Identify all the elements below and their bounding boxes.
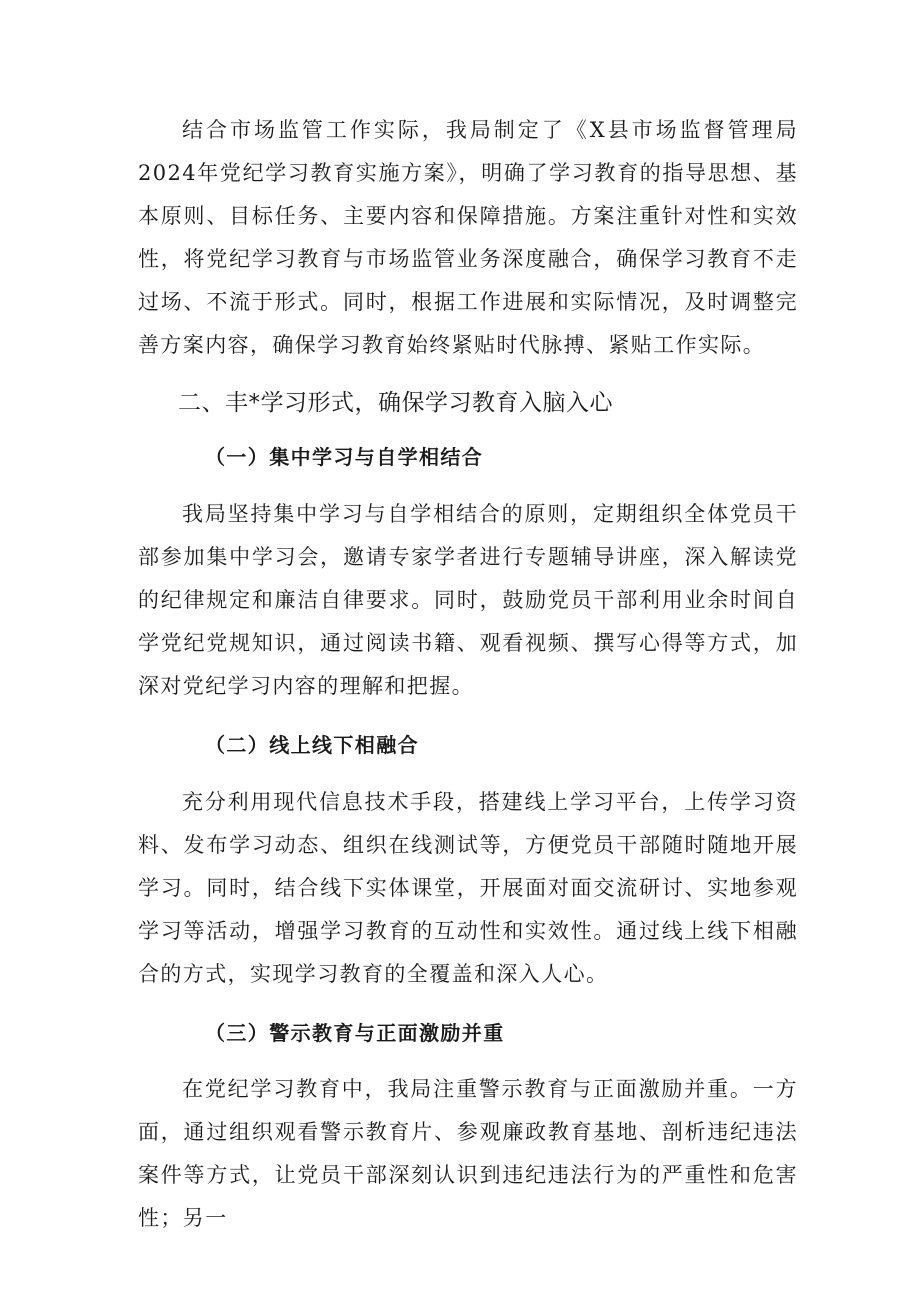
paragraph-implementation-plan: 结合市场监管工作实际，我局制定了《X县市场监督管理局2024年党纪学习教育实施方案》，明确了学习教育的指导思想、基本原则、目标任务、主要内容和保障措施。方案注重针对性和实效性，将党纪学习教育与市场监管业务深度融合，确保学习教育不走过场、不流于形式。同时，根据工作进展和实际情况，及时调整完善方案内容，确保学习教育始终紧贴时代脉搏、紧贴工作实际。: [138, 118, 798, 357]
subsection-heading-1: （一）集中学习与自学相结合: [205, 445, 484, 469]
paragraph-warning-education: 在党纪学习教育中，我局注重警示教育与正面激励并重。一方面，通过组织观看警示教育片、参观廉政教育基地、剖析违纪违法案件等方式，让党员干部深刻认识到违纪违法行为的严重性和危害性；另一: [138, 1077, 798, 1230]
subsection-heading-2: （二）线上线下相融合: [205, 733, 419, 757]
paragraph-centralized-study: 我局坚持集中学习与自学相结合的原则，定期组织全体党员干部参加集中学习会，邀请专家学者进行专题辅导讲座，深入解读党的纪律规定和廉洁自律要求。同时，鼓励党员干部利用业余时间自学党纪党规知识，通过阅读书籍、观看视频、撰写心得等方式，加深对党纪学习内容的理解和把握。: [138, 502, 798, 698]
paragraph-online-offline: 充分利用现代信息技术手段，搭建线上学习平台，上传学习资料、发布学习动态、组织在线测试等，方便党员干部随时随地开展学习。同时，结合线下实体课堂，开展面对面交流研讨、实地参观学习等活动，增强学习教育的互动性和实效性。通过线上线下相融合的方式，实现学习教育的全覆盖和深入人心。: [138, 790, 798, 986]
subsection-heading-3: （三）警示教育与正面激励并重: [205, 1021, 505, 1045]
section-heading-2: 二、丰*学习形式，确保学习教育入脑入心: [178, 390, 613, 416]
